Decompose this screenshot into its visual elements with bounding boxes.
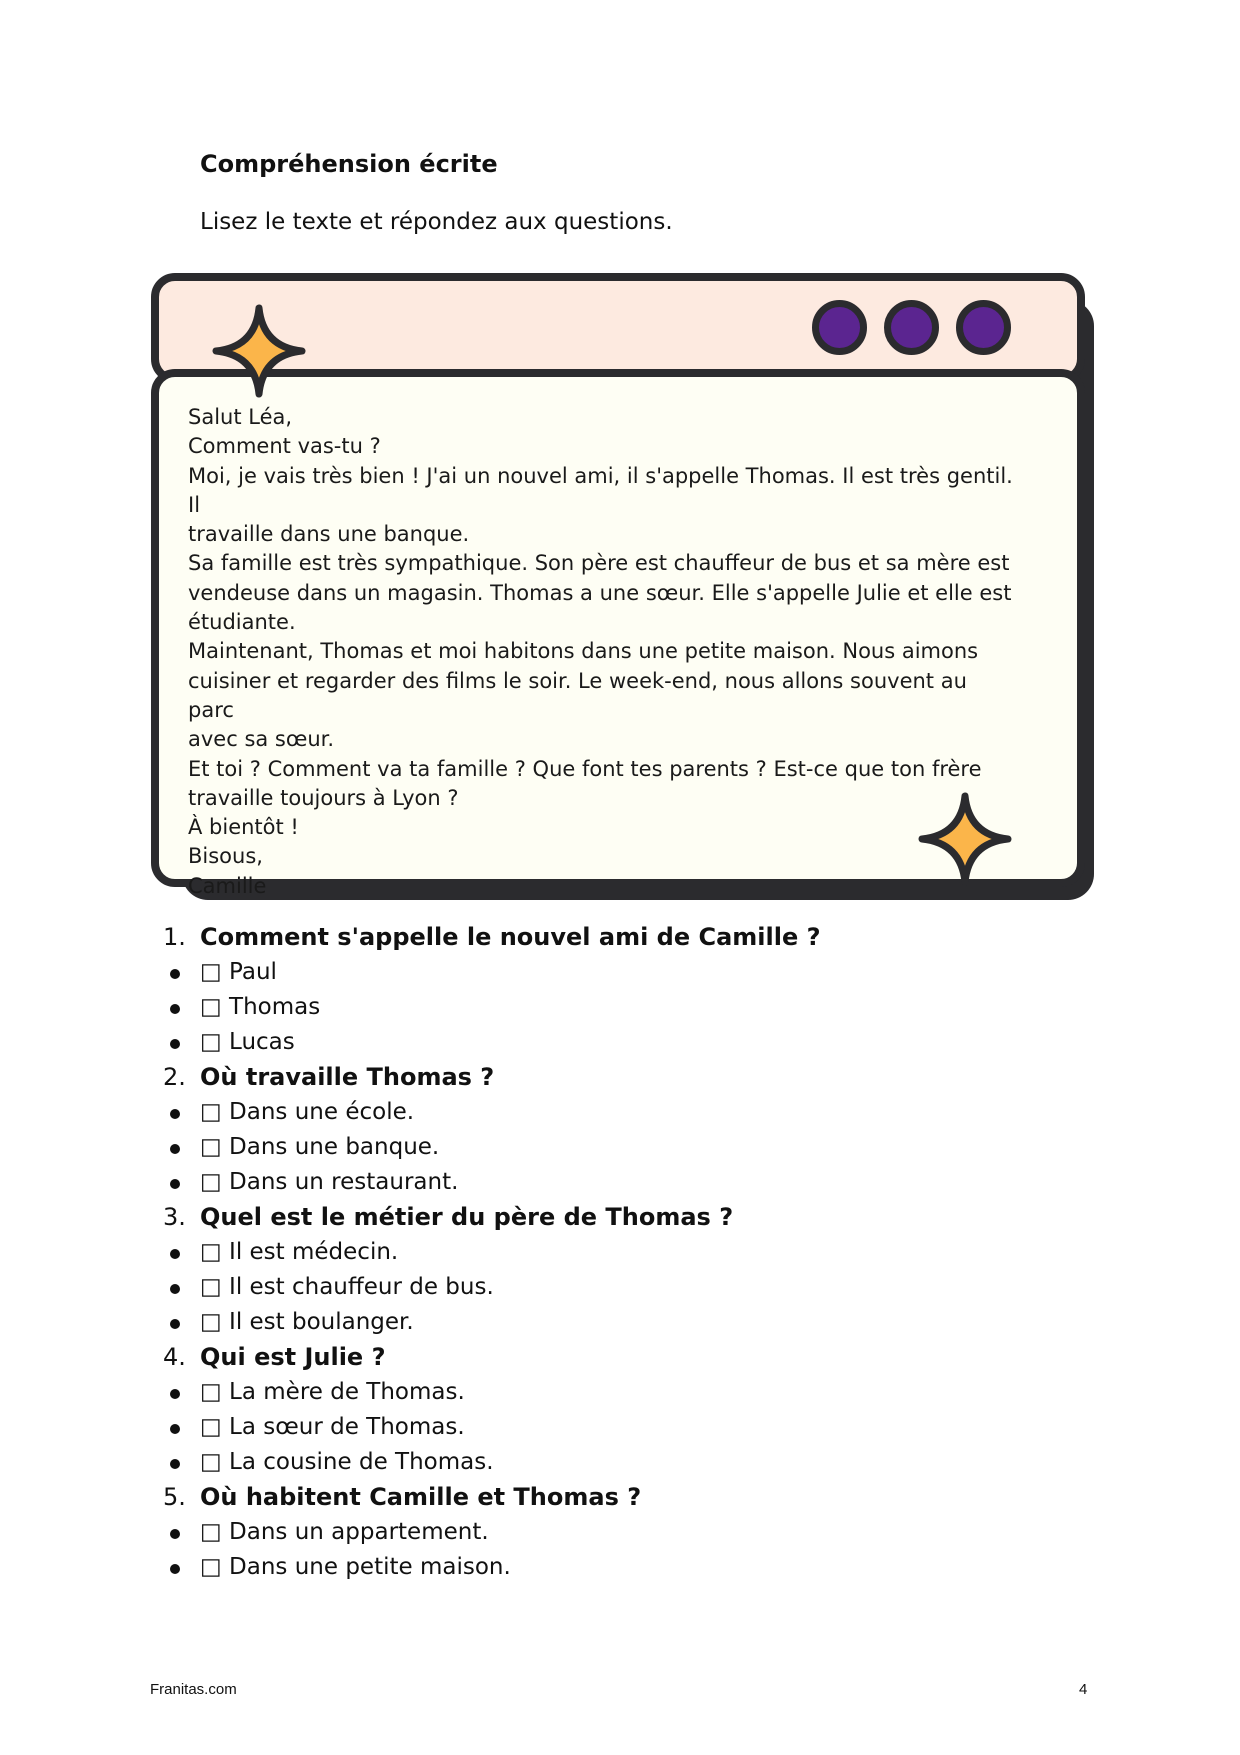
question-number: 4. <box>163 1343 186 1371</box>
option-label: □ Thomas <box>200 994 321 1020</box>
letter-line: cuisiner et regarder des films le soir. Le week-end, nous allons souvent au parc <box>188 668 967 722</box>
letter-line: travaille toujours à Lyon ? <box>188 785 459 810</box>
bullet-icon <box>170 969 180 979</box>
bullet-icon <box>170 1424 180 1434</box>
letter-line: étudiante. <box>188 610 296 635</box>
letter-line: Bisous, <box>188 844 263 869</box>
question-item <box>160 1340 1120 1375</box>
question-text: Quel est le métier du père de Thomas ? <box>200 1203 734 1231</box>
letter-line: À bientôt ! <box>188 815 299 840</box>
question-item <box>160 920 1120 955</box>
answer-option[interactable] <box>160 1550 1120 1585</box>
letter-text <box>188 403 1018 901</box>
question-number: 2. <box>163 1063 186 1091</box>
bullet-icon <box>170 1564 180 1574</box>
option-label: □ Il est boulanger. <box>200 1309 414 1335</box>
bullet-icon <box>170 1529 180 1539</box>
sparkle-icon <box>212 304 306 398</box>
dot-icon <box>812 300 867 355</box>
question-list <box>160 920 1120 1585</box>
answer-option[interactable] <box>160 1130 1120 1165</box>
answer-option[interactable] <box>160 990 1120 1025</box>
letter-line: vendeuse dans un magasin. Thomas a une sœur. Elle s'appelle Julie et elle est <box>188 580 1012 605</box>
answer-option[interactable] <box>160 1515 1120 1550</box>
option-label: □ Il est médecin. <box>200 1239 399 1265</box>
bullet-icon <box>170 1459 180 1469</box>
letter-line: Sa famille est très sympathique. Son père est chauffeur de bus et sa mère est <box>188 551 1010 576</box>
sparkle-icon <box>918 792 1012 886</box>
option-label: □ Dans une banque. <box>200 1134 440 1160</box>
question-text: Où travaille Thomas ? <box>200 1063 495 1091</box>
window-dots <box>812 300 1011 355</box>
question-text: Comment s'appelle le nouvel ami de Camille ? <box>200 923 821 951</box>
option-label: □ Il est chauffeur de bus. <box>200 1274 494 1300</box>
letter-line: Comment vas-tu ? <box>188 434 381 459</box>
letter-line: travaille dans une banque. <box>188 522 470 547</box>
bullet-icon <box>170 1249 180 1259</box>
answer-option[interactable] <box>160 1445 1120 1480</box>
instruction-text: Lisez le texte et répondez aux questions. <box>200 209 673 235</box>
letter-line: Et toi ? Comment va ta famille ? Que font tes parents ? Est-ce que ton frère <box>188 756 982 781</box>
answer-option[interactable] <box>160 1270 1120 1305</box>
question-number: 1. <box>163 923 186 951</box>
question-text: Où habitent Camille et Thomas ? <box>200 1483 642 1511</box>
bullet-icon <box>170 1039 180 1049</box>
dot-icon <box>884 300 939 355</box>
dot-icon <box>956 300 1011 355</box>
page-number: 4 <box>1079 1681 1088 1698</box>
question-item <box>160 1060 1120 1095</box>
question-item <box>160 1480 1120 1515</box>
option-label: □ Lucas <box>200 1029 295 1055</box>
option-label: □ La cousine de Thomas. <box>200 1449 494 1475</box>
answer-option[interactable] <box>160 1025 1120 1060</box>
bullet-icon <box>170 1319 180 1329</box>
letter-line: Maintenant, Thomas et moi habitons dans une petite maison. Nous aimons <box>188 639 979 664</box>
option-label: □ La sœur de Thomas. <box>200 1414 465 1440</box>
question-number: 3. <box>163 1203 186 1231</box>
option-label: □ Paul <box>200 959 277 985</box>
answer-option[interactable] <box>160 1375 1120 1410</box>
answer-option[interactable] <box>160 1410 1120 1445</box>
answer-option[interactable] <box>160 1095 1120 1130</box>
question-number: 5. <box>163 1483 186 1511</box>
option-label: □ La mère de Thomas. <box>200 1379 465 1405</box>
question-item <box>160 1200 1120 1235</box>
answer-option[interactable] <box>160 1305 1120 1340</box>
letter-line: avec sa sœur. <box>188 727 335 752</box>
answer-option[interactable] <box>160 1165 1120 1200</box>
bullet-icon <box>170 1179 180 1189</box>
answer-option[interactable] <box>160 955 1120 990</box>
bullet-icon <box>170 1144 180 1154</box>
bullet-icon <box>170 1389 180 1399</box>
question-text: Qui est Julie ? <box>200 1343 386 1371</box>
option-label: □ Dans une petite maison. <box>200 1554 511 1580</box>
footer-site: Franitas.com <box>150 1681 237 1698</box>
option-label: □ Dans une école. <box>200 1099 415 1125</box>
letter-line: Camille <box>188 873 267 898</box>
letter-line: Salut Léa, <box>188 405 293 429</box>
section-title: Compréhension écrite <box>200 150 498 178</box>
bullet-icon <box>170 1004 180 1014</box>
answer-option[interactable] <box>160 1235 1120 1270</box>
letter-line: Moi, je vais très bien ! J'ai un nouvel ami, il s'appelle Thomas. Il est très gentil. Il <box>188 463 1013 517</box>
bullet-icon <box>170 1284 180 1294</box>
bullet-icon <box>170 1109 180 1119</box>
option-label: □ Dans un appartement. <box>200 1519 489 1545</box>
option-label: □ Dans un restaurant. <box>200 1169 459 1195</box>
